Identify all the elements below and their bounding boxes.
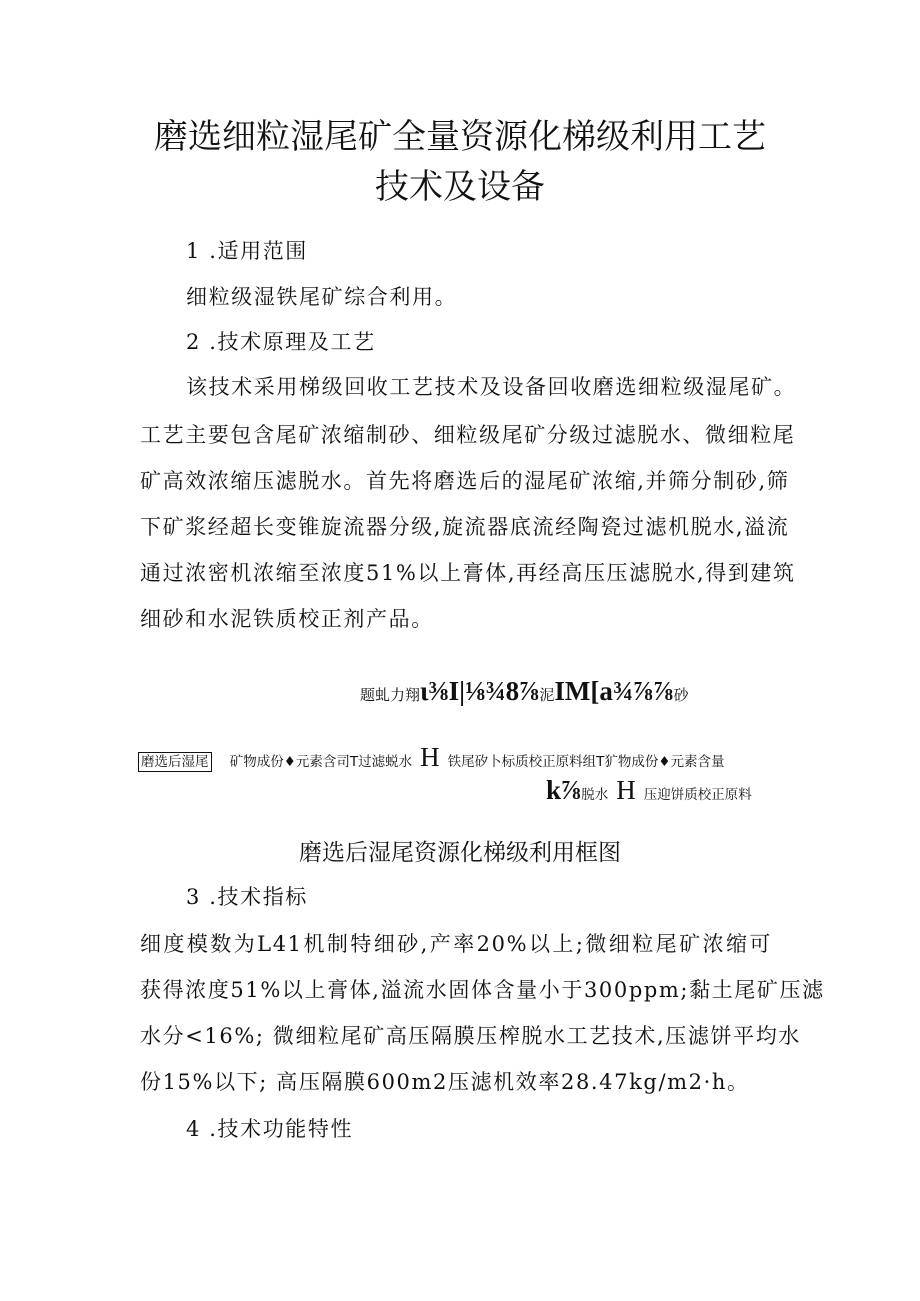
flowchart-label: 泥: [539, 686, 555, 704]
figure-caption: 磨选后湿尾资源化梯级利用框图: [299, 840, 621, 866]
flowchart-row-1: [360, 676, 689, 707]
flowchart-label: 铁尾矽卜标质校正原料组: [447, 754, 597, 770]
section-1-body: 细粒级湿铁尾矿综合利用。: [186, 285, 458, 309]
section-2-line: 下矿浆经超长变锥旋流器分级,旋流器底流经陶瓷过滤机脱水,溢流: [140, 515, 790, 539]
flowchart-label: 压迎饼质校正原料: [643, 787, 752, 803]
flowchart-label: 矿物成份♦元素含司: [229, 754, 350, 770]
section-1-heading: 1 .适用范围: [186, 239, 308, 263]
section-2-line: 该技术采用梯级回收工艺技术及设备回收磨选细粒级湿尾矿。: [186, 375, 797, 399]
section-3-heading: 3 .技术指标: [186, 885, 308, 909]
flowchart-label: 砂: [673, 686, 689, 704]
section-2-line: 工艺主要包含尾矿浓缩制砂、细粒级尾矿分级过滤脱水、微细粒尾: [140, 423, 796, 447]
flowchart-label: 题虬力翔: [360, 686, 421, 704]
flowchart-row-2: [138, 742, 725, 773]
section-2-line: 细砂和水泥铁质校正剂产品。: [140, 607, 434, 631]
flowchart-label: H: [420, 742, 440, 772]
flowchart-label: 脱水: [581, 787, 609, 803]
doc-title-line2: 技术及设备: [375, 167, 545, 207]
flowchart-label: ι⅜I|⅛¾8⅞: [420, 676, 540, 706]
doc-title-line1: 磨选细粒湿尾矿全量资源化梯级利用工艺: [154, 117, 766, 157]
section-3-line: 水分<16%; 微细粒尾矿高压隔膜压榨脱水工艺技术,压滤饼平均水: [140, 1024, 801, 1048]
flowchart-label: T犷物成份♦元素含量: [596, 754, 725, 770]
flowchart-label: IM[a¾⅞⅞: [554, 676, 674, 706]
section-2-line: 矿高效浓缩压滤脱水。首先将磨选后的湿尾矿浓缩,并筛分制砂,筛: [140, 469, 790, 493]
flowchart-label: k⅞: [546, 775, 582, 805]
flowchart-row-3: [546, 775, 752, 806]
section-2-line: 通过浓密机浓缩至浓度51%以上膏体,再经高压压滤脱水,得到建筑: [140, 561, 796, 585]
flowchart-label: H: [616, 775, 636, 805]
section-3-line: 份15%以下; 高压隔膜600m2压滤机效率28.47kg/m2·h。: [140, 1070, 750, 1094]
section-3-line: 获得浓度51%以上膏体,溢流水固体含量小于300ppm;黏土尾矿压滤: [140, 978, 825, 1002]
flowchart-input-box: 磨选后湿尾: [138, 752, 212, 772]
section-4-heading: 4 .技术功能特性: [186, 1117, 354, 1141]
flowchart-label: T过滤蜕水: [349, 754, 413, 770]
section-2-heading: 2 .技术原理及工艺: [186, 330, 376, 354]
section-3-line: 细度模数为L41机制特细砂,产率20%以上;微细粒尾矿浓缩可: [140, 932, 772, 956]
